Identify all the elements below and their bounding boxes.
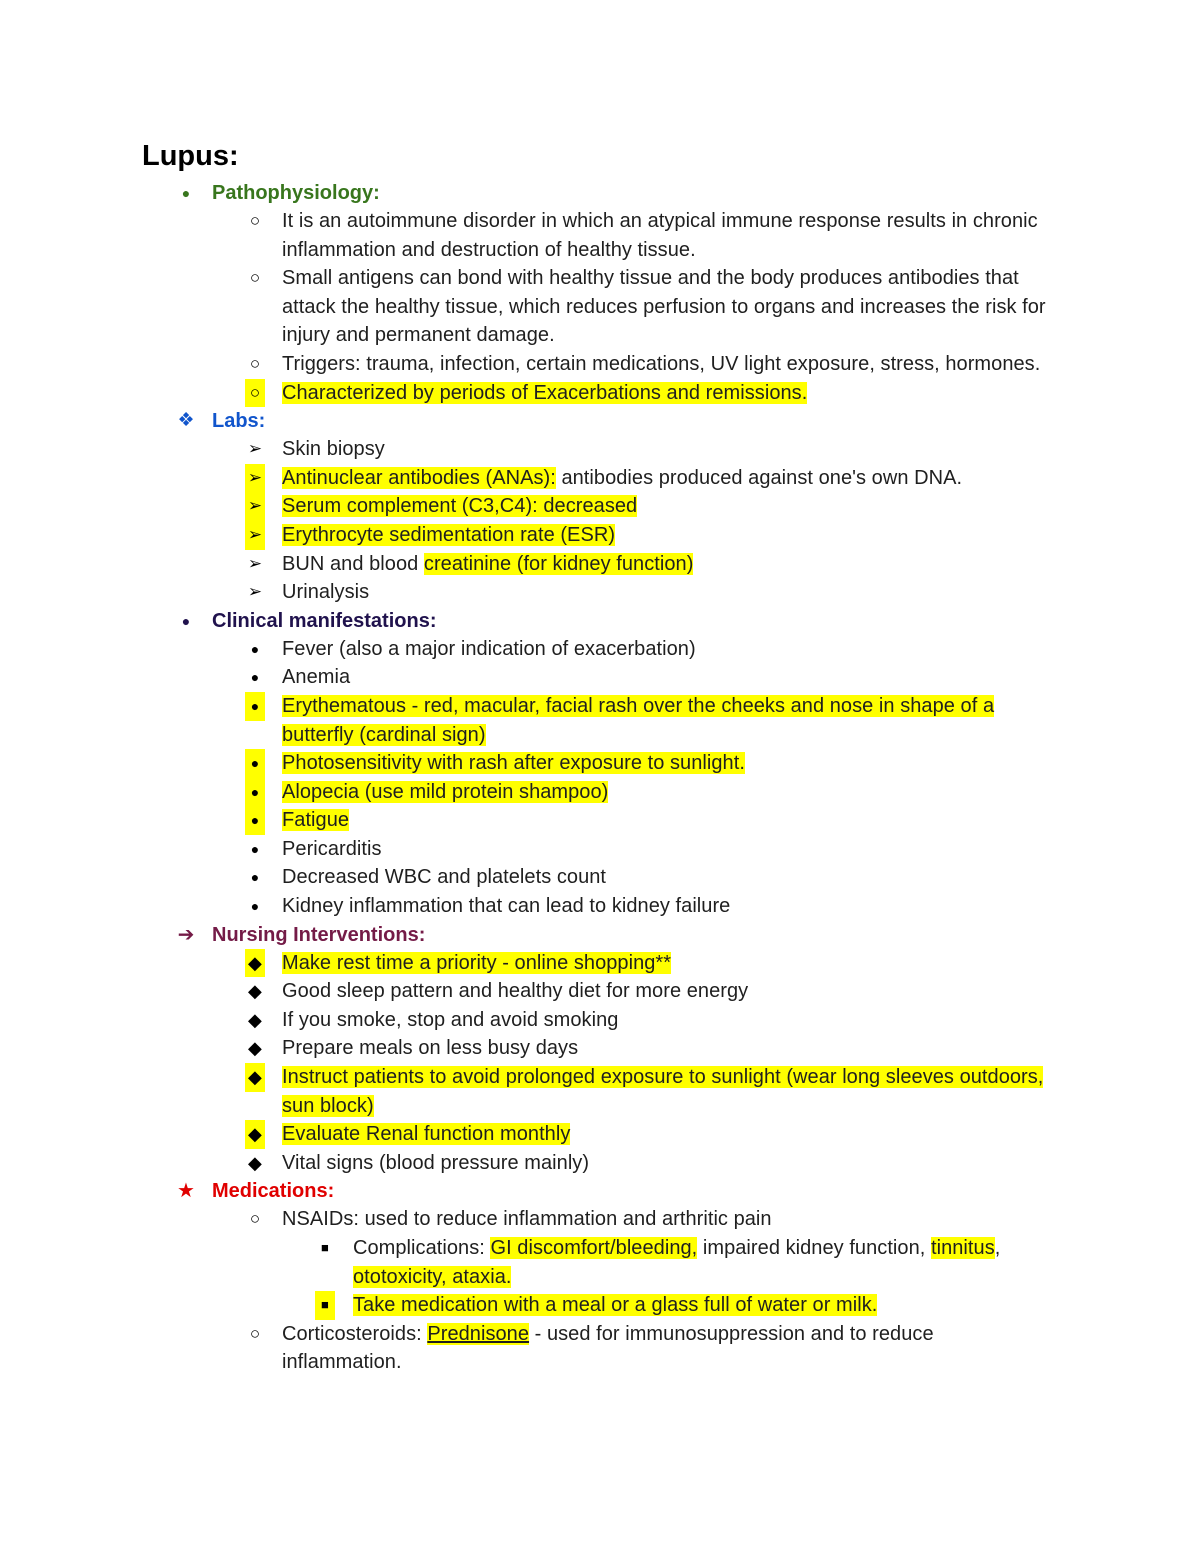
highlighted-text: Alopecia (use mild protein shampoo) xyxy=(282,780,609,803)
list-item xyxy=(0,350,1052,379)
list-item xyxy=(0,1149,1052,1178)
hollow-circle-bullet-icon: ○ xyxy=(249,353,261,373)
highlighted-text: Erythematous - red, macular, facial rash over the cheeks and nose in shape of a butterfly (cardinal sign) xyxy=(282,694,995,746)
highlighted-text: Antinuclear antibodies (ANAs): xyxy=(282,466,556,489)
star-bullet-icon: ★ xyxy=(177,1180,195,1203)
diamond-bullet-icon: ◆ xyxy=(245,1120,265,1149)
filled-circle-bullet-icon: ● xyxy=(250,869,260,886)
item-text: Urinalysis xyxy=(282,581,370,604)
filled-circle-bullet-icon: ● xyxy=(245,778,265,807)
list-item xyxy=(0,1291,1053,1320)
item-text: Triggers: trauma, infection, certain medications, UV light exposure, stress, hormones. xyxy=(282,352,1041,375)
highlighted-text: Fatigue xyxy=(282,809,350,832)
highlighted-text: Instruct patients to avoid prolonged exposure to sunlight (wear long sleeves outdoors, sun block) xyxy=(282,1066,1044,1117)
highlighted-text: Photosensitivity with rash after exposure to sunlight. xyxy=(282,752,745,775)
diamond-bullet-icon: ◆ xyxy=(248,1009,262,1030)
diamond-bullet-icon: ◆ xyxy=(245,1063,265,1092)
list-item xyxy=(0,521,1052,550)
item-text: NSAIDs: used to reduce inflammation and arthritic pain xyxy=(282,1208,772,1231)
filled-circle-bullet-icon: ● xyxy=(245,806,265,835)
list-item xyxy=(0,264,1052,350)
highlighted-text: GI discomfort/bleeding, xyxy=(490,1237,698,1259)
list-item xyxy=(0,1320,1052,1377)
heading-text: Pathophysiology: xyxy=(212,182,380,204)
item-text: Prepare meals on less busy days xyxy=(282,1037,579,1060)
section-heading-labs xyxy=(0,407,1200,435)
item-text: Skin biopsy xyxy=(282,438,385,461)
arrowhead-bullet-icon: ➢ xyxy=(247,582,263,602)
heading-text: Medications: xyxy=(212,1180,335,1203)
list-item xyxy=(0,892,1052,921)
list-item xyxy=(0,1234,1053,1291)
arrowhead-bullet-icon: ➢ xyxy=(247,553,263,573)
list-item xyxy=(0,1006,1052,1035)
highlighted-text: Evaluate Renal function monthly xyxy=(282,1123,571,1146)
list-item xyxy=(0,749,1052,778)
section-heading-clinical-manifestations xyxy=(0,607,1200,635)
list-item xyxy=(0,663,1052,692)
section-heading-nursing-interventions xyxy=(0,921,1200,949)
list-item xyxy=(0,550,1052,579)
list-item xyxy=(0,435,1052,464)
diamond-bullet-icon: ◆ xyxy=(248,1152,262,1173)
filled-circle-bullet-icon: ● xyxy=(250,669,260,686)
highlighted-text: Take medication with a meal or a glass full of water or milk. xyxy=(353,1294,878,1317)
filled-circle-bullet-icon: ● xyxy=(181,185,191,201)
list-item xyxy=(0,1034,1052,1063)
list-item xyxy=(0,578,1052,607)
highlighted-text: tinnitus xyxy=(930,1237,995,1259)
item-text: Fever (also a major indication of exacerbation) xyxy=(282,637,696,660)
list-item xyxy=(0,464,1052,493)
item-text: Vital signs (blood pressure mainly) xyxy=(282,1151,590,1174)
square-bullet-icon: ■ xyxy=(321,1240,329,1255)
item-text: antibodies produced against one's own DNA. xyxy=(555,466,963,489)
item-text: It is an autoimmune disorder in which an atypical immune response results in chronic inflammation and destruction of healthy tissue. xyxy=(282,210,1038,261)
list-item xyxy=(0,379,1052,408)
highlighted-underlined-text: Prednisone xyxy=(427,1322,530,1345)
heading-text: Labs: xyxy=(212,410,266,433)
section-heading-medications xyxy=(0,1177,1200,1205)
list-item xyxy=(0,492,1052,521)
item-text: - used for immunosuppression and to reduce inflammation. xyxy=(282,1322,934,1374)
list-item xyxy=(0,207,1052,264)
arrowhead-bullet-icon: ➢ xyxy=(245,492,265,521)
highlighted-text: Erythrocyte sedimentation rate (ESR) xyxy=(282,523,616,546)
item-text: impaired kidney function, xyxy=(697,1237,931,1259)
item-text: Pericarditis xyxy=(282,837,382,860)
item-text: If you smoke, stop and avoid smoking xyxy=(282,1008,619,1031)
filled-circle-bullet-icon: ● xyxy=(250,640,260,657)
filled-circle-bullet-icon: ● xyxy=(181,612,191,629)
document-title: Lupus: xyxy=(142,140,239,172)
diamond-bullet-icon: ◆ xyxy=(245,949,265,978)
heading-text: Clinical manifestations: xyxy=(212,609,437,632)
filled-circle-bullet-icon: ● xyxy=(250,898,260,915)
list-item xyxy=(0,1205,1052,1234)
highlighted-text: ototoxicity, ataxia. xyxy=(353,1265,512,1288)
hollow-circle-bullet-icon: ○ xyxy=(249,1323,261,1343)
item-text: Anemia xyxy=(282,666,351,689)
item-text: Decreased WBC and platelets count xyxy=(282,866,607,889)
item-text: Small antigens can bond with healthy tissue and the body produces antibodies that attack the healthy tissue, which reduces perfusion to organs and increases the risk for injury and permanent damage. xyxy=(282,267,1046,347)
heading-text: Nursing Interventions: xyxy=(212,923,426,946)
diamond-bullet-icon: ◆ xyxy=(248,981,262,1002)
hollow-circle-bullet-icon: ○ xyxy=(245,379,265,408)
highlighted-text: Serum complement (C3,C4): decreased xyxy=(282,495,638,518)
list-item xyxy=(0,692,1052,749)
four-diamond-bullet-icon: ❖ xyxy=(177,410,195,432)
list-item xyxy=(0,1120,1052,1149)
item-text: Corticosteroids: xyxy=(282,1322,428,1345)
item-text: Complications: xyxy=(353,1237,491,1259)
list-item xyxy=(0,806,1052,835)
document-body xyxy=(0,179,1200,1377)
diamond-bullet-icon: ◆ xyxy=(248,1038,262,1059)
highlighted-text: creatinine (for kidney function) xyxy=(423,552,694,575)
highlighted-text: Make rest time a priority - online shopping** xyxy=(282,951,672,974)
item-text: , xyxy=(994,1237,1001,1259)
square-bullet-icon: ■ xyxy=(315,1291,335,1320)
hollow-circle-bullet-icon: ○ xyxy=(249,211,261,230)
item-text: BUN and blood xyxy=(282,552,424,575)
arrowhead-bullet-icon: ➢ xyxy=(245,464,265,493)
list-item xyxy=(0,635,1052,664)
filled-circle-bullet-icon: ● xyxy=(250,840,260,857)
list-item xyxy=(0,835,1052,864)
arrowhead-bullet-icon: ➢ xyxy=(245,521,265,550)
list-item xyxy=(0,949,1052,978)
list-item xyxy=(0,1063,1052,1120)
list-item xyxy=(0,778,1052,807)
arrow-right-bullet-icon: ➔ xyxy=(177,923,195,946)
hollow-circle-bullet-icon: ○ xyxy=(249,268,261,288)
filled-circle-bullet-icon: ● xyxy=(245,749,265,778)
highlighted-text: Characterized by periods of Exacerbations and remissions. xyxy=(282,381,808,404)
item-text: Kidney inflammation that can lead to kidney failure xyxy=(282,895,731,918)
list-item xyxy=(0,863,1052,892)
list-item xyxy=(0,977,1052,1006)
section-heading-pathophysiology xyxy=(0,179,1200,207)
item-text: Good sleep pattern and healthy diet for more energy xyxy=(282,980,749,1003)
hollow-circle-bullet-icon: ○ xyxy=(249,1209,261,1229)
arrowhead-bullet-icon: ➢ xyxy=(247,439,263,459)
filled-circle-bullet-icon: ● xyxy=(245,692,265,721)
